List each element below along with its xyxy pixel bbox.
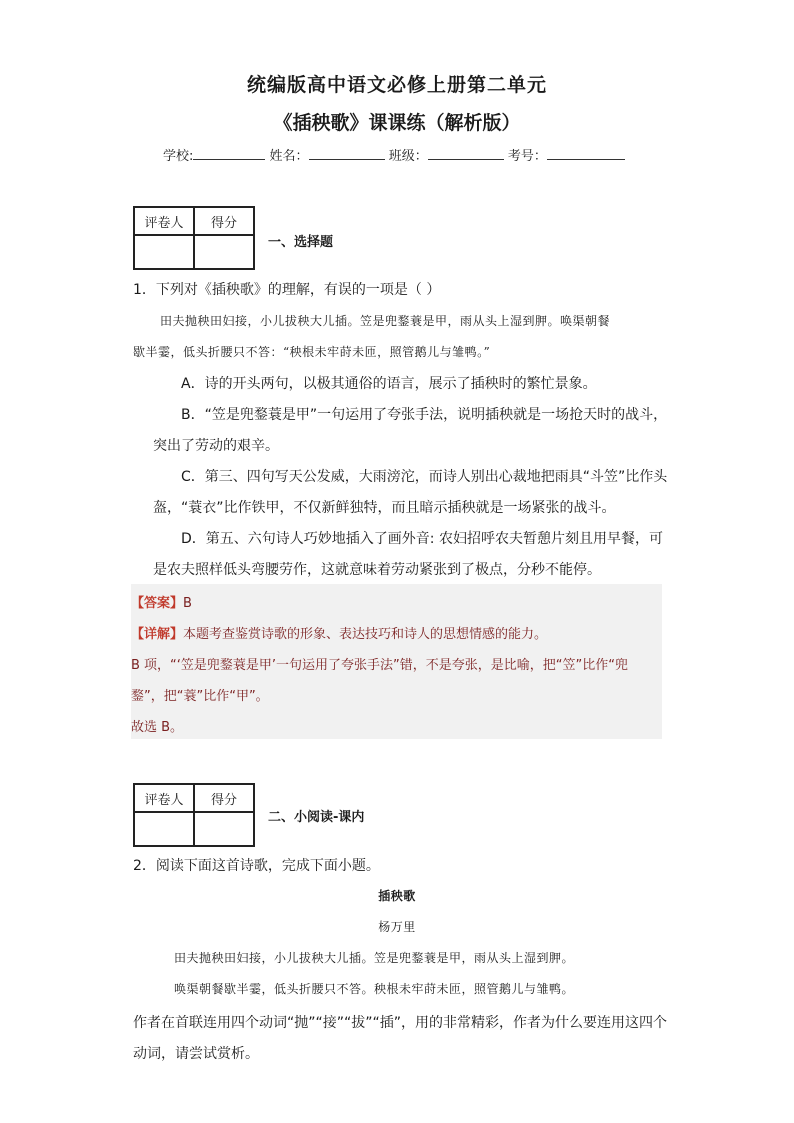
score-header: 得分 <box>194 207 254 235</box>
name-label: 姓名： <box>269 149 309 164</box>
answer-tag: 【答案】 <box>131 596 184 611</box>
section-heading-reading: 二、小阅读-课内 <box>268 810 365 825</box>
question-2-stem: 2．阅读下面这首诗歌，完成下面小题。 <box>133 858 380 874</box>
reviewer-header: 评卷人 <box>134 207 194 235</box>
option-b-line-2: 突出了劳动的艰辛。 <box>153 438 279 454</box>
reviewer-header: 评卷人 <box>134 784 194 812</box>
document-title: 统编版高中语文必修上册第二单元 <box>246 74 547 96</box>
poem-title: 插秧歌 <box>378 889 416 903</box>
score-table-2 <box>133 783 255 847</box>
poem-line-2: 唤渠朝餐歇半霎，低头折腰只不答。秧根未牢莳未匝，照管鹅儿与雏鸭。 <box>174 982 575 996</box>
name-blank <box>309 147 385 160</box>
option-c-line-1: C．第三、四句写天公发威，大雨滂沱，而诗人别出心裁地把雨具“斗笠”比作头 <box>181 469 668 485</box>
answer-line <box>131 592 192 611</box>
detail-tag: 【详解】 <box>131 627 184 642</box>
score-cell <box>194 235 254 269</box>
detail-line <box>131 623 547 642</box>
explanation-line-2: 鍪”，把“蓑”比作“甲”。 <box>131 689 269 704</box>
student-info-line <box>163 145 625 164</box>
detail-text: 本题考查鉴赏诗歌的形象、表达技巧和诗人的思想情感的能力。 <box>183 627 548 642</box>
question-2-prompt-line-1: 作者在首联连用四个动词“抛”“接”“拔”“插”，用的非常精彩，作者为什么要连用这四个 <box>133 1015 668 1031</box>
option-c-line-2: 盔，“蓑衣”比作铁甲，不仅新鲜独特，而且暗示插秧就是一场紧张的战斗。 <box>153 500 616 516</box>
exam-no-label: 考号： <box>507 149 547 164</box>
conclusion-line: 故选 B。 <box>131 720 184 735</box>
score-cell <box>194 812 254 846</box>
class-blank <box>428 147 504 160</box>
reviewer-cell <box>134 235 194 269</box>
question-1-stem: 1．下列对《插秧歌》的理解，有误的一项是（ ） <box>133 282 441 298</box>
option-d-line-2: 是农夫照样低头弯腰劳作，这就意味着劳动紧张到了极点，分秒不能停。 <box>153 562 601 578</box>
school-blank <box>193 147 265 160</box>
poem-author: 杨万里 <box>378 920 416 934</box>
poem-line-1: 田夫抛秧田妇接，小儿拔秧大儿插。笠是兜鍪蓑是甲，雨从头上湿到胛。 <box>174 951 575 965</box>
school-label: 学校: <box>163 149 194 164</box>
score-header: 得分 <box>194 784 254 812</box>
explanation-line-1: B 项，“‘笠是兜鍪蓑是甲’一句运用了夸张手法”错，不是夸张，是比喻，把“笠”比作“兜 <box>131 658 628 673</box>
question-2-prompt-line-2: 动词，请尝试赏析。 <box>133 1046 259 1062</box>
exam-no-blank <box>547 147 625 160</box>
document-subtitle: 《插秧歌》课课练（解析版） <box>273 112 521 134</box>
reviewer-cell <box>134 812 194 846</box>
question-1-poem-line-2: 歇半霎，低头折腰只不答：“秧根未牢莳未匝，照管鹅儿与雏鸭。” <box>133 345 491 359</box>
option-a: A．诗的开头两句，以极其通俗的语言，展示了插秧时的繁忙景象。 <box>181 376 597 392</box>
option-d-line-1: D．第五、六句诗人巧妙地插入了画外音: 农妇招呼农夫暂憩片刻且用早餐，可 <box>181 531 663 547</box>
score-table-1 <box>133 206 255 270</box>
class-label: 班级： <box>388 149 428 164</box>
answer-value: B <box>183 596 192 611</box>
question-1-poem-line-1: 田夫抛秧田妇接，小儿拔秧大儿插。笠是兜鍪蓑是甲，雨从头上湿到胛。唤渠朝餐 <box>160 314 611 328</box>
option-b-line-1: B．“笠是兜鍪蓑是甲”一句运用了夸张手法，说明插秧就是一场抢天时的战斗， <box>181 407 668 423</box>
section-heading-choice: 一、选择题 <box>268 235 334 250</box>
